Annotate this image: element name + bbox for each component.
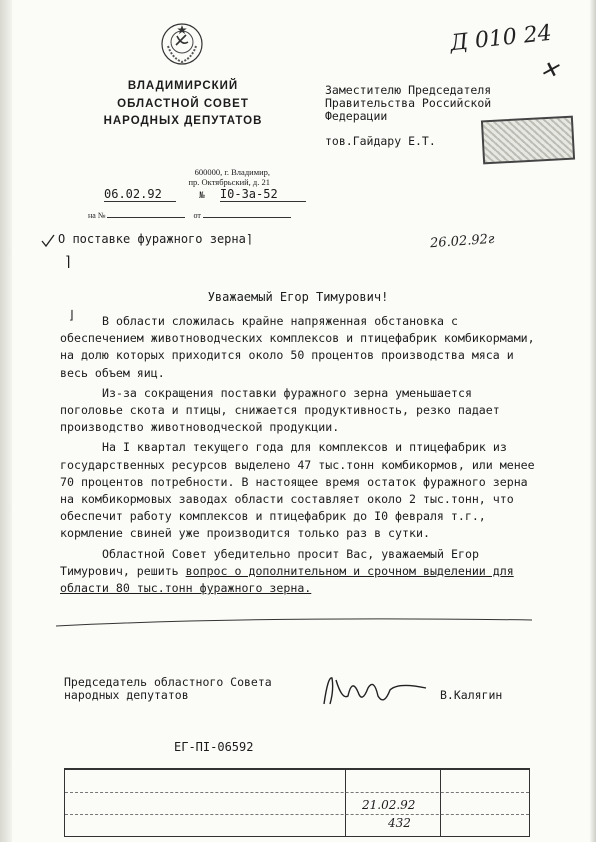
letter-subject	[58, 232, 253, 246]
handwritten-date-note: 26.02.92г	[429, 231, 495, 252]
corner-bracket-icon: ⌉	[64, 254, 73, 270]
request-text: Областной Совет убедительно просит Вас, уважаемый Егор Тимурович, решить	[60, 546, 479, 578]
org-address	[155, 167, 270, 187]
address-line-2: пр. Октябрьский, д. 21	[188, 177, 270, 187]
signatory-title-line-2: народных депутатов	[64, 688, 189, 702]
hand-underline	[54, 612, 534, 632]
greeting: Уважаемый Егор Тимурович!	[207, 290, 389, 304]
number-label: №	[199, 191, 205, 201]
org-line-2: ОБЛАСТНОЙ СОВЕТ	[117, 97, 249, 110]
paragraph-bracket-icon: ⌋	[68, 308, 76, 322]
table-rule	[65, 792, 529, 793]
handwritten-cross: ✕	[537, 56, 561, 85]
recipient-line-2: Правительства Российской	[325, 96, 492, 110]
recipient-name: тов.Гайдару Е.Т.	[325, 134, 436, 148]
registration-date: 06.02.92	[104, 187, 176, 202]
reference-line	[88, 211, 291, 220]
registration-number: I0-3а-52	[220, 187, 306, 202]
address-line-1: 600000, г. Владимир,	[194, 167, 270, 177]
from-label: от	[193, 211, 201, 220]
scan-edge-left	[0, 0, 12, 842]
body-paragraph-4	[60, 546, 538, 598]
org-line-1: ВЛАДИМИРСКИЙ	[127, 80, 239, 92]
registration-line	[104, 187, 306, 202]
signatory-title-line-1: Председатель областного Совета	[64, 675, 272, 689]
received-stamp	[481, 116, 575, 165]
table-divider	[345, 770, 346, 836]
table-rule	[65, 814, 529, 815]
letter-body	[60, 313, 538, 600]
reference-label: на №	[88, 211, 106, 220]
org-line-3: НАРОДНЫХ ДЕПУТАТОВ	[103, 115, 263, 127]
table-divider	[440, 770, 441, 836]
state-emblem-icon	[160, 22, 204, 66]
recipient-line-1: Заместителю Председателя	[325, 83, 492, 97]
signatory-title	[64, 676, 272, 702]
registration-stamp-date: 21.02.92	[362, 798, 416, 812]
reference-blank	[107, 217, 185, 218]
registration-stamp-number: 432	[388, 816, 411, 830]
signer-name: В.Калягин	[440, 688, 503, 702]
organization-name	[92, 78, 274, 131]
recipient-line-3: Федерации	[325, 109, 388, 123]
subject-text: О поставке фуражного зерна	[58, 232, 246, 246]
registration-table	[64, 768, 530, 837]
body-paragraph-3: На I квартал текущего года для комплексов и птицефабрик из государственных ресурсов выделено 47 тыс.тонн комбикормов, или менее 70 процентов потребности. В настоящее время остаток фуражного зерна на комбикормовых заводах области составляет около 2 тыс.тонн, что обеспечит работу комплексов и птицефабрик до I0 февраля т.г., кормление свиней уже производится только раз в сутки.	[60, 440, 535, 541]
handwritten-signature	[318, 670, 428, 710]
body-paragraph-1: В области сложилась крайне напряженная обстановка с обеспечением животноводческих комплексов и птицефабрик комбикормами, на долю которых приходится около 50 процентов производства мяса и весь объем яиц.	[60, 314, 535, 380]
body-paragraph-2: Из-за сокращения поставки фуражного зерна уменьшается поголовье скота и птицы, снижается продуктивность, резко падает производство животноводческой продукции.	[60, 385, 500, 435]
from-blank	[203, 217, 291, 218]
subject-bracket-icon: ⌉	[245, 232, 254, 246]
document-number: ЕГ-ПI-06592	[174, 740, 254, 754]
checkmark-icon	[40, 234, 56, 248]
scan-edge-right	[590, 0, 596, 842]
request-emphasis: вопрос о дополнительном и срочном выделении для области 80 тыс.тонн фуражного зерна.	[60, 563, 514, 596]
handwritten-index: Д 010 24	[448, 20, 553, 57]
